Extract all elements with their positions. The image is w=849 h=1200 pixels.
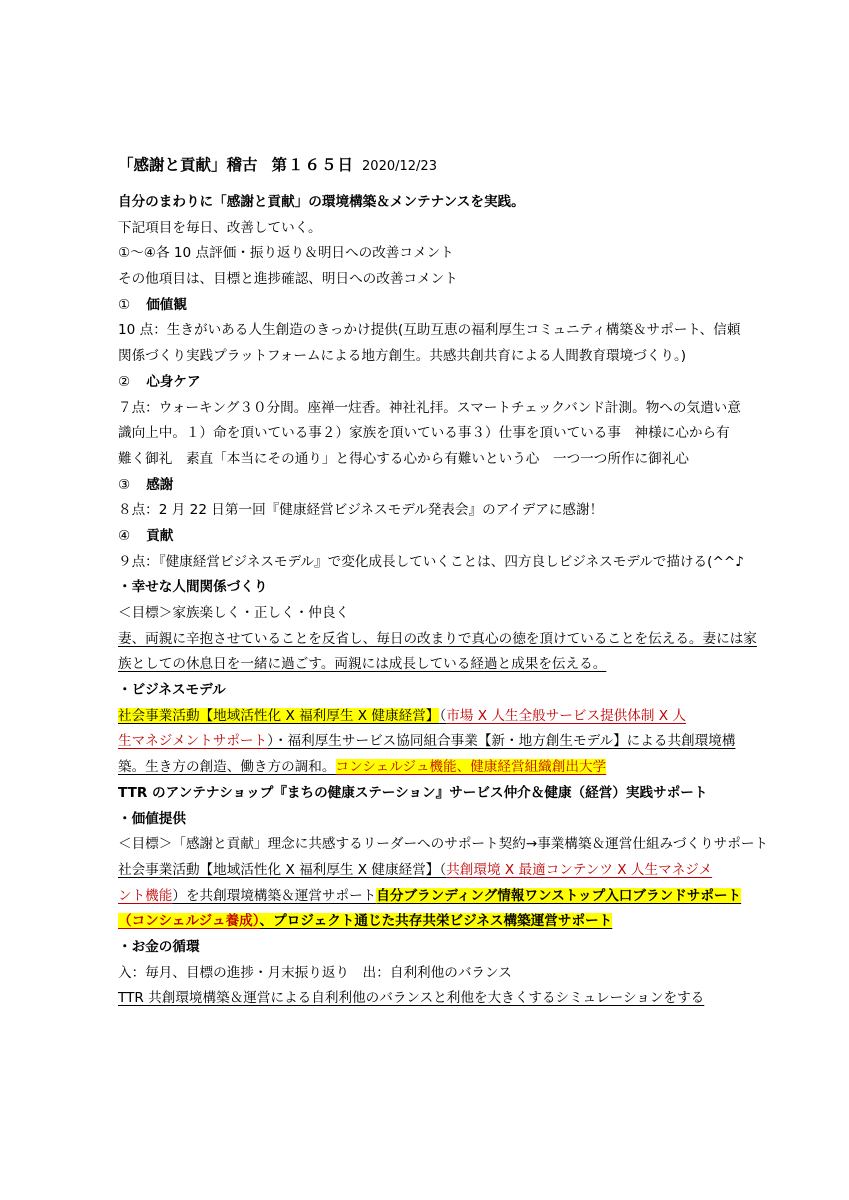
section-heading-gratitude xyxy=(118,473,838,499)
section-heading-money-cycle: ・お金の循環 xyxy=(118,938,200,955)
red-text: 市場 X 人生全般サービス提供体制 X 人 xyxy=(446,707,687,724)
section-heading-contribution xyxy=(118,524,838,550)
plain-text: （ xyxy=(439,707,447,724)
section-title: 貢献 xyxy=(146,527,174,544)
plain-text: ）を共創環境構築＆運営サポート xyxy=(172,887,377,904)
intro-line: その他項目は、目標と進捗確認、明日への改善コメント xyxy=(118,271,458,288)
intro-headline: 自分のまわりに「感謝と貢献」の環境構築＆メンテナンスを実践。 xyxy=(118,194,525,210)
highlighted-text: 社会事業活動【地域活性化 X 福利厚生 X 健康経営】 xyxy=(118,707,440,724)
antenna-shop-line: TTR のアンテナショップ『まちの健康ステーション』サービス仲介＆健康（経営）実践サポート xyxy=(118,784,708,801)
page-title xyxy=(118,152,437,178)
section-title: 価値観 xyxy=(146,296,187,313)
body-line xyxy=(118,704,838,730)
red-bold-highlighted-text: （コンシェルジュ養成） xyxy=(118,913,260,930)
body-line: ８点：2 月 22 日第一回『健康経営ビジネスモデル発表会』のアイデアに感謝！ xyxy=(118,502,604,519)
underlined-text: TTR 共創環境構築＆運営による自利利他のバランスと利他を大きくするシミュレーションをする xyxy=(118,990,705,1007)
goal-line: ＜目標＞「感謝と貢献」理念に共感するリーダーへのサポート契約→事業構築＆運営仕組みづくりサポート xyxy=(118,836,769,853)
red-text: 生マネジメントサポート xyxy=(118,733,268,750)
body-line xyxy=(118,858,838,884)
underlined-text: 族としての休息日を一緒に過ごす。両親には成長している経過と成果を伝える。 xyxy=(118,656,607,673)
body-line: 識向上中。１）命を頂いている事２）家族を頂いている事３）仕事を頂いている事 神様に心から有 xyxy=(118,425,730,442)
section-number: ① xyxy=(118,296,131,313)
body-line xyxy=(118,755,838,781)
section-heading-business-model: ・ビジネスモデル xyxy=(118,682,226,699)
body-line: 難く御礼 素直「本当にその通り」と得心する心から有難いという心 一つ一つ所作に御礼心 xyxy=(118,450,689,467)
body-line xyxy=(118,627,838,653)
body-line xyxy=(118,986,838,1012)
plain-text: 築。生き方の創造、働き方の調和。 xyxy=(118,759,336,776)
plain-text: ）・福利厚生サービス協同組合事業【新・地方創生モデル】による共創環境構 xyxy=(267,733,736,750)
bold-highlighted-text: 自分ブランディング情報ワンストップ入口ブランドサポート xyxy=(376,887,742,904)
body-line: 10 点：生きがいある人生創造のきっかけ提供(互助互恵の福利厚生コミュニティ構築＆サポート、信頼 xyxy=(118,322,741,339)
section-heading-value-provision: ・価値提供 xyxy=(118,810,186,827)
section-number: ② xyxy=(118,373,131,390)
document-body xyxy=(118,190,838,1012)
underlined-text: 妻、両親に辛抱させていることを反省し、毎日の改まりで真心の徳を頂けていることを伝える。妻には家 xyxy=(118,630,757,647)
goal-line: ＜目標＞家族楽しく・正しく・仲良く xyxy=(118,605,350,621)
body-line: 関係づくり実践プラットフォームによる地方創生。共感共創共育による人間教育環境づくり。) xyxy=(118,348,687,365)
intro-line: ①～④各 10 点評価・振り返り＆明日への改善コメント xyxy=(118,245,454,262)
red-text: ント機能 xyxy=(118,887,173,904)
body-line xyxy=(118,652,838,678)
section-heading-values xyxy=(118,293,838,319)
section-title: 感謝 xyxy=(146,476,174,493)
section-heading-mind-body-care xyxy=(118,370,838,396)
plain-text: 社会事業活動【地域活性化 X 福利厚生 X 健康経営】（ xyxy=(118,861,447,878)
section-title: 心身ケア xyxy=(146,373,201,390)
red-highlighted-text: コンシェルジュ機能、健康経営組織創出大学 xyxy=(335,759,607,776)
body-line: ９点：『健康経営ビジネスモデル』で変化成長していくことは、四方良しビジネスモデルで描ける(^^♪ xyxy=(118,553,744,570)
body-line xyxy=(118,909,838,935)
section-number: ③ xyxy=(118,476,131,493)
body-line: 入：毎月、目標の進捗・月末振り返り 出：自利利他のバランス xyxy=(118,964,512,981)
body-line xyxy=(118,884,838,910)
title-day-number: 第１６５日 xyxy=(271,156,355,174)
intro-line: 下記項目を毎日、改善していく。 xyxy=(118,219,322,236)
red-text: 共創環境 X 最適コンテンツ X 人生マネジメ xyxy=(446,861,713,878)
section-heading-relationships: ・幸せな人間関係づくり xyxy=(118,579,268,596)
title-date: 2020/12/23 xyxy=(362,159,437,174)
body-line xyxy=(118,729,838,755)
bold-highlighted-text: 、プロジェクト通じた共存共栄ビジネス構築運営サポート xyxy=(259,913,613,930)
body-line: ７点：ウォーキング３０分間。座禅一炷香。神社礼拝。スマートチェックバンド計測。物への気遣い意 xyxy=(118,399,741,416)
section-number: ④ xyxy=(118,527,131,544)
title-text: 「感謝と貢献」稽古 xyxy=(118,156,258,174)
